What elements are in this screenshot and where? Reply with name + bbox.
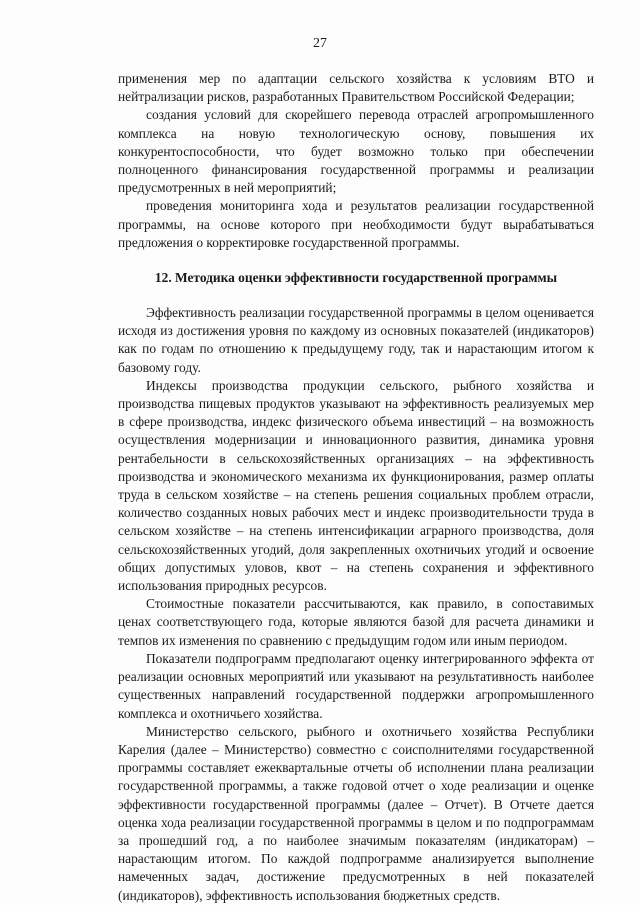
paragraph-ministry-reports: Министерство сельского, рыбного и охотничьего хозяйства Республики Карелия (далее – Министерство) совместно с соисполнителями государственной программы составляет ежеквартальные отчеты об исполнении плана реализации государственной программы, а также годовой отчет о ходе реализации и оценке эффективности государственной программы (далее – Отчет). В Отчете дается оценка хода реализации государственной программы в целом и по подпрограммам за прошедший год, а по наиболее значимым показателям (индикаторам) – нарастающим итогом. По каждой подпрограмме анализируется выполнение намеченных задач, достижение предусмотренных в ней показателей (индикаторов), эффективность использования бюджетных средств. [118,723,594,903]
paragraph-indices: Индексы производства продукции сельского, рыбного хозяйства и производства пищевых продуктов указывают на эффективность реализуемых мер в сфере производства, индекс физического объема инвестиций – на возможность осуществления модернизации и инновационного развития, динамика уровня рентабельности в сельскохозяйственных организациях – на эффективность производства и экономического механизма их функционирования, размер оплаты труда в сельском хозяйстве – на степень решения социальных проблем отрасли, количество созданных новых рабочих мест и индекс производительности труда в сельском хозяйстве – на степень интенсификации аграрного производства, доля сельскохозяйственных угодий, доля закрепленных охотничьих угодий и освоение общих допустимых уловов, квот – на степень сохранения и эффективного использования природных ресурсов. [118,377,594,594]
section-heading: 12. Методика оценки эффективности государственной программы [154,270,558,286]
paragraph-modernization: создания условий для скорейшего перевода отраслей агропромышленного комплекса на новую технологическую основу, повышения их конкурентоспособности, что будет возможно только при обеспечении полноценного финансирования государственной программы и реализации предусмотренных в ней мероприятий; [118,107,594,196]
page-number: 27 [313,36,327,51]
paragraph-efficiency-overall: Эффективность реализации государственной программы в целом оценивается исходя из достижения уровня по каждому из основных показателей (индикаторов) как по годам по отношению к предыдущему году, так и нарастающим итогом к базовому году. [118,305,594,375]
document-body [118,70,594,905]
paragraph-vto-adaptation: применения мер по адаптации сельского хозяйства к условиям ВТО и нейтрализации рисков, разработанных Правительством Российской Федерации; [118,71,594,105]
paragraph-monitoring: проведения мониторинга хода и результатов реализации государственной программы, на основе которого при необходимости будут вырабатываться предложения о корректировке государственной программы. [118,198,594,250]
paragraph-subprogram-indicators: Показатели подпрограмм предполагают оценку интегрированного эффекта от реализации основных мероприятий или указывают на результативность наиболее существенных направлений государственной поддержки агропромышленного комплекса и охотничьего хозяйства. [118,650,594,721]
paragraph-cost-indicators: Стоимостные показатели рассчитываются, как правило, в сопоставимых ценах соответствующего года, которые являются базой для расчета динамики и темпов их изменения по сравнению с предыдущим годом или иным периодом. [118,596,594,648]
